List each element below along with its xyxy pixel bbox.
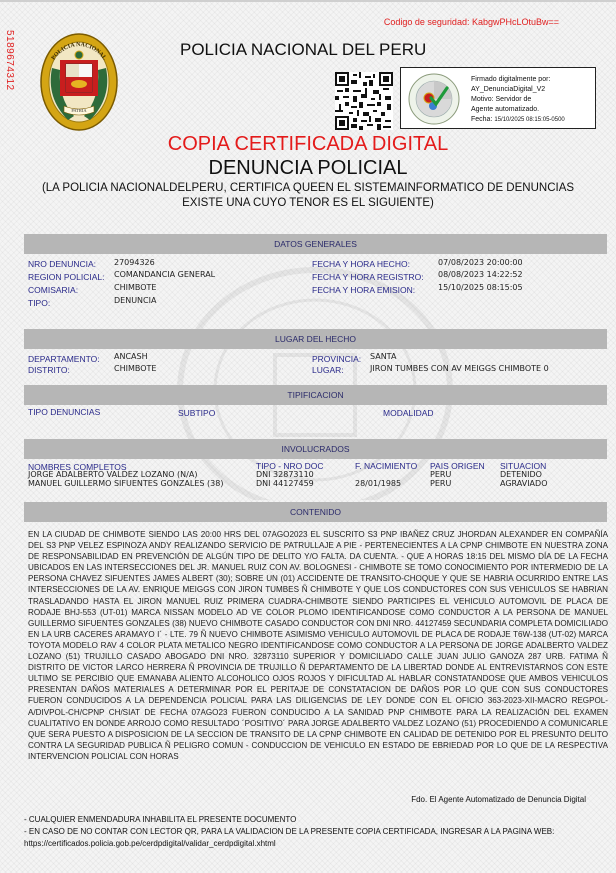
signature-line3: Motivo: Servidor de [471, 96, 532, 103]
fecha-emision-label: FECHA Y HORA EMISION: [312, 285, 416, 295]
row-doc: DNI 32873110 [256, 470, 314, 479]
provincia-value: SANTA [370, 352, 397, 361]
row-name: MANUEL GUILLERMO SIFUENTES GONZALES (38) [28, 479, 224, 488]
section-header-datos-generales: DATOS GENERALES [24, 234, 607, 254]
qr-code-icon[interactable] [335, 72, 393, 130]
emblem-patria-text: PATRIA [71, 108, 87, 113]
svg-text:POLICIA NACIONAL: POLICIA NACIONAL [50, 42, 108, 62]
top-border [0, 0, 616, 2]
nro-denuncia-label: NRO DENUNCIA: [28, 259, 97, 269]
security-code: Codigo de seguridad: KabgwPHcLOtuBw== [383, 17, 559, 27]
validation-url-link[interactable]: https://certificados.policia.gob.pe/cerdpdigital/validar_cerdpdigital.xhtml [24, 839, 276, 848]
tipo-denuncias-label: TIPO DENUNCIAS [28, 407, 101, 417]
tipo-value: DENUNCIA [114, 296, 157, 305]
signature-line2: AY_DenunciaDigital_V2 [471, 86, 546, 93]
signature-date-value: 15/10/2025 08:15:05-0500 [494, 117, 565, 123]
region-label: REGION POLICIAL: [28, 272, 105, 282]
fecha-registro-label: FECHA Y HORA REGISTRO: [312, 272, 424, 282]
certified-copy-title: COPIA CERTIFICADA DIGITAL [167, 133, 449, 155]
row-name: JORGE ADALBERTO VALDEZ LOZANO (N/A) [28, 470, 198, 479]
signature-line4: Agente automatizado. [471, 106, 540, 113]
fecha-emision-value: 15/10/2025 08:15:05 [438, 283, 523, 292]
departamento-label: DEPARTAMENTO: [28, 354, 100, 364]
section-header-contenido: CONTENIDO [24, 502, 607, 522]
signature-date-label: Fecha: [471, 116, 495, 123]
digital-signature-box [400, 67, 596, 129]
row-doc: DNI 44127459 [256, 479, 314, 488]
certification-subtitle: (LA POLICIA NACIONALDELPERU, CERTIFICA QUEEN EL SISTEMAINFORMATICO DE DENUNCIAS EXISTE UNA CUYO TENOR ES EL SIGUIENTE) [41, 182, 575, 209]
row-birth: 28/01/1985 [355, 479, 402, 488]
row-country: PERU [430, 470, 452, 479]
header-nacimiento: F. NACIMIENTO [355, 461, 418, 471]
contenido-text: EN LA CIUDAD DE CHIMBOTE SIENDO LAS 20:00 HRS DEL 07AGO2023 EL SUSCRITO S3 PNP IBAÑEZ CRUZ JHORDAN ALEXANDER EN COMPAÑÍA DEL S3 PNP VELEZ ESPINOZA ANDY REALIZANDO SERVICIO DE PATRULLAJE A PIE - PERTENECIENTES A LA CPNP CHIMBOTE EN NUESTRA ZONA DE RESPONSABILIDAD EN PREVENCIÓN DE ALGÚN TIPO DE DELITO Y/O FALTA. DA CUENTA. - QUE A HORAS 18:15 DEL MISMO DÍA DE LA FECHA UBICADOS EN LAS INTERSECCIONES DEL JR. MANUEL RUIZ CON AV. BOLOGNESI - CHIMBOTE SE TOMO CONOCIMIENTO POR INTERMEDIO DE LA PERSONA CHAVEZ SIFUENTES JAMES ALBERT (30); SOBRE UN (01) ACCIDENTE DE TRANSITO-CHOQUE Y QUE SE HABRIA OCURRIDO ENTRE LAS INTERSECCIONES DE LA AV. ENRIQUE MEIGGS CON JIRON TUMBES Ñ CHIMBOTE Y QUE LOS CONDUCTORES CON SUS VEHICULOS SE HABRIAN TRASLADANDO HASTA EL JIRON MANUEL RUIZ PRIMERA CUADRA-CHIMBOTE SIENDO PARTICIPES EL VEHICULO AUTOMOVIL DE PLACA DE RODAJE BHJ-553 (UT-01) MARCA NISSAN MODELO AD VE COLOR PLOMO IDENTIFICANDOSE COMO CONDUCTOR A LA PERSONA DE MANUEL GUILLERMO SIFUENTES GONZALES (38) NUEVO CHIMBOTE CASADO CONDUCTOR CON DNI NRO. 44127459 SECUNDARIA COMPLETA DOMICILIADO EN LA URB CACERES ARAMAYO I´ - LTE. 79 Ñ NUEVO CHIMBOTE ASIMISMO VEHICULO AUTOMOVIL DE PLACA DE RODAJE T6W-138 (UT-02) MARCA TOYOTA MODELO RAV 4 COLOR PLATA METALICO NEGRO IDENTIFICANDOSE COMO CONDUCTOR A LA PERSONA DE JORGE ADALBERTO VALDEZ LOZANO (51) TRUJILLO CASADO ABOGADO DNI NRO. 32873110 SUPERIOR Y DOMICILIADO CALLE JUAN JULIO GANOZA 287 URB. FATIMA Ñ DISTRITO DE VICTOR LARCO HERRERA Ñ PROVINCIA DE TRUJILLO Ñ DEPARTAMENTO DE LA LIBERTAD DONDE AL ENTREVISTARNOS CON ESTE ULTIMO SE PERCIBIO QUE EMANABA ALIENTO ALCOHOLICO OJOS ROJOS Y DIFICULTAD AL HABLAR CONSTATANDOSE QUE AMBOS VEHICULOS PRESENTAN DAÑOS MATERIALES A DETERMINAR POR EL PERITAJE DE CONSTATACION DE DAÑOS POR LO QUE CON SUS CONDUCTORES FUERON CONDUCIDOS A LA DEPENDENCIA POLICIAL PARA LAS DILIGENCIAS DE LEY DONDE CON EL OFICIO 363-2023-XII-MACRO REGPOL-A/DIVPOL-CH/CPNP CH/SIAT DE FECHA 07AGO23 FUERON CONDUCIDO A LA SANIDAD PNP CHIMBOTE PARA LA REALIZACIÓN DEL EXAMEN CUALITATIVO EN DONDE ARROJO COMO RESULTADO ´POSITIVO´ PARA JORGE ADALBERTO VALDEZ LOZANO (51) PROCEDIENDO A COMUNICARLE QUE SERA PUESTO A DISPOSICION DE LA SECCION DE TRANSITO DE LA CPNP CHIMBOTE EN CALIDAD DE DETENIDO POR EL PRESUNTO DELITO CONTRA LA SEGURIDAD PUBLICA Ñ PELIGRO COMUN - CONDUCCION DE VEHICULO EN ESTADO DE EBRIEDAD POR LO QUE DE LA RESPECTIVA INTERVENCION POLICIAL CON HORAS [28, 530, 608, 761]
tipo-label: TIPO: [28, 298, 51, 308]
row-country: PERU [430, 479, 452, 488]
modalidad-label: MODALIDAD [383, 408, 434, 418]
police-emblem-icon [38, 28, 120, 132]
signature-line1: Firmado digitalmente por: [471, 76, 551, 83]
lugar-value: JIRON TUMBES CON AV MEIGGS CHIMBOTE 0 [370, 364, 549, 373]
nro-denuncia-value: 27094326 [114, 258, 155, 267]
document-number: 5189674312 [4, 30, 15, 91]
provincia-label: PROVINCIA: [312, 354, 362, 364]
section-header-involucrados: INVOLUCRADOS [24, 439, 607, 459]
region-value: COMANDANCIA GENERAL [114, 270, 216, 279]
section-header-lugar: LUGAR DEL HECHO [24, 329, 607, 349]
header-situacion: SITUACION [500, 461, 547, 471]
fecha-hecho-label: FECHA Y HORA HECHO: [312, 259, 410, 269]
institution-title: POLICIA NACIONAL DEL PERU [180, 40, 427, 59]
signature-footer: Fdo. El Agente Automatizado de Denuncia Digital [411, 795, 586, 804]
distrito-value: CHIMBOTE [114, 364, 157, 373]
digital-seal-icon [407, 72, 461, 126]
document-title: DENUNCIA POLICIAL [208, 157, 408, 179]
distrito-label: DISTRITO: [28, 365, 70, 375]
row-status: DETENIDO [500, 470, 542, 479]
note-enmendadura: - CUALQUIER ENMENDADURA INHABILITA EL PRESENTE DOCUMENTO [24, 815, 297, 824]
departamento-value: ANCASH [114, 352, 148, 361]
row-status: AGRAVIADO [500, 479, 548, 488]
fecha-registro-value: 08/08/2023 14:22:52 [438, 270, 523, 279]
section-header-tipificacion: TIPIFICACION [24, 385, 607, 405]
note-validacion: - EN CASO DE NO CONTAR CON LECTOR QR, PARA LA VALIDACION DE LA PRESENTE COPIA CERTIFICADA, INGRESAR A LA PAGINA WEB: [24, 827, 555, 836]
header-nombres: NOMBRES COMPLETOS [28, 462, 127, 472]
comisaria-label: COMISARIA: [28, 285, 79, 295]
fecha-hecho-value: 07/08/2023 20:00:00 [438, 258, 523, 267]
header-pais: PAIS ORIGEN [430, 461, 485, 471]
comisaria-value: CHIMBOTE [114, 283, 157, 292]
header-tipo-doc: TIPO - NRO DOC [256, 461, 324, 471]
subtipo-label: SUBTIPO [178, 408, 216, 418]
lugar-label: LUGAR: [312, 365, 344, 375]
